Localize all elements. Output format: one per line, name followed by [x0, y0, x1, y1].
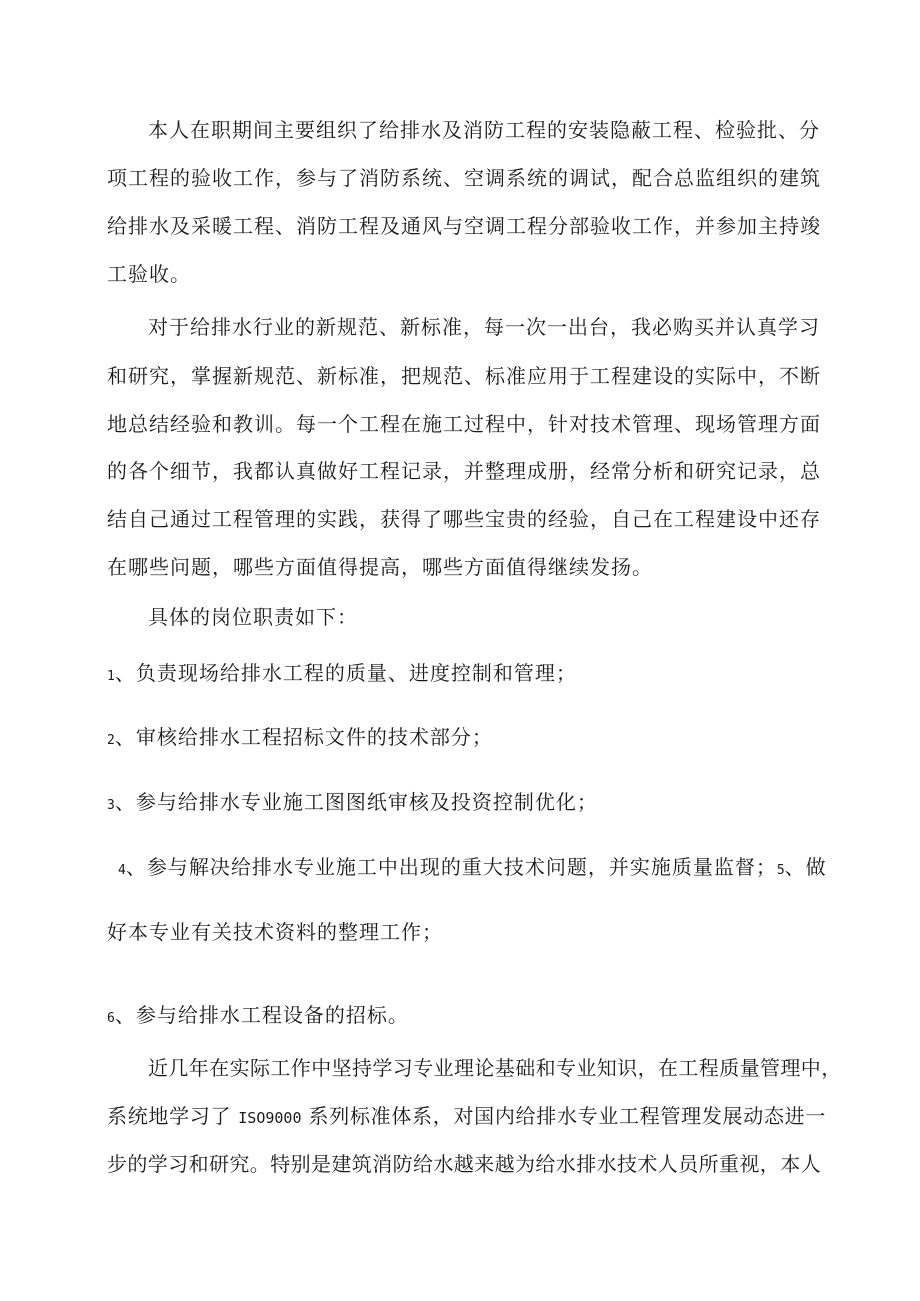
duty-item-3: [107, 790, 598, 818]
duty-item-6: [107, 1003, 409, 1031]
duty-item-4-5: [118, 855, 827, 883]
duty-number: 3: [107, 798, 115, 813]
duty-item-2: [107, 725, 493, 753]
duty-text: 、审核给排水工程招标文件的技术部分；: [114, 725, 493, 749]
paragraph-3-line-1: 近几年在实际工作中坚持学习专业理论基础和专业知识，在工程质量管理中，: [148, 1056, 842, 1080]
duty-item-1: [107, 661, 577, 689]
duty-number: 2: [107, 733, 115, 748]
duty-number: 1: [107, 669, 115, 684]
duty-item-5-continued: 好本专业有关技术资料的整理工作；: [107, 920, 443, 944]
paragraph-1-line-3: 给排水及采暖工程、消防工程及通风与空调工程分部验收工作，并参加主持竣: [107, 214, 821, 238]
duty-text: 、做: [784, 855, 827, 879]
duty-number: 4: [118, 863, 126, 878]
paragraph-1-line-2: 项工程的验收工作，参与了消防系统、空调系统的调试，配合总监组织的建筑: [107, 166, 821, 190]
paragraph-2-line-4: 的各个细节，我都认真做好工程记录，并整理成册，经常分析和研究记录，总: [107, 459, 821, 483]
paragraph-2-line-1: 对于给排水行业的新规范、新标准，每一次一出台，我必购买并认真学习: [148, 315, 820, 339]
paragraph-3-line-3: 步的学习和研究。特别是建筑消防给水越来越为给水排水技术人员所重视，本人: [107, 1152, 821, 1176]
duty-number: 5: [776, 863, 785, 878]
duties-intro: 具体的岗位职责如下：: [148, 605, 358, 629]
duty-text: 、负责现场给排水工程的质量、进度控制和管理；: [114, 661, 577, 685]
paragraph-3-line-2: [107, 1104, 826, 1130]
duty-text: 、参与解决给排水专业施工中出现的重大技术问题，并实施质量监督；: [125, 855, 777, 879]
paragraph-2-line-6: 在哪些问题，哪些方面值得提高，哪些方面值得继续发扬。: [107, 555, 653, 579]
paragraph-2-line-2: 和研究，掌握新规范、新标准，把规范、标准应用于工程建设的实际中，不断: [107, 364, 821, 388]
duty-number: 6: [107, 1011, 115, 1026]
iso-standard-code: ISO9000: [238, 1109, 302, 1127]
paragraph-2-line-3: 地总结经验和教训。每一个工程在施工过程中，针对技术管理、现场管理方面: [107, 412, 821, 436]
paragraph-1-line-1: 本人在职期间主要组织了给排水及消防工程的安装隐蔽工程、检验批、分: [148, 118, 820, 142]
paragraph-3-text: 系统地学习了: [107, 1104, 232, 1128]
paragraph-3-text: 系列标准体系，对国内给排水专业工程管理发展动态进一: [308, 1104, 827, 1128]
duty-text: 、参与给排水专业施工图图纸审核及投资控制优化；: [114, 790, 598, 814]
paragraph-1-line-4: 工验收。: [107, 262, 191, 286]
paragraph-2-line-5: 结自己通过工程管理的实践，获得了哪些宝贵的经验，自己在工程建设中还存: [107, 507, 821, 531]
duty-text: 、参与给排水工程设备的招标。: [114, 1003, 409, 1027]
